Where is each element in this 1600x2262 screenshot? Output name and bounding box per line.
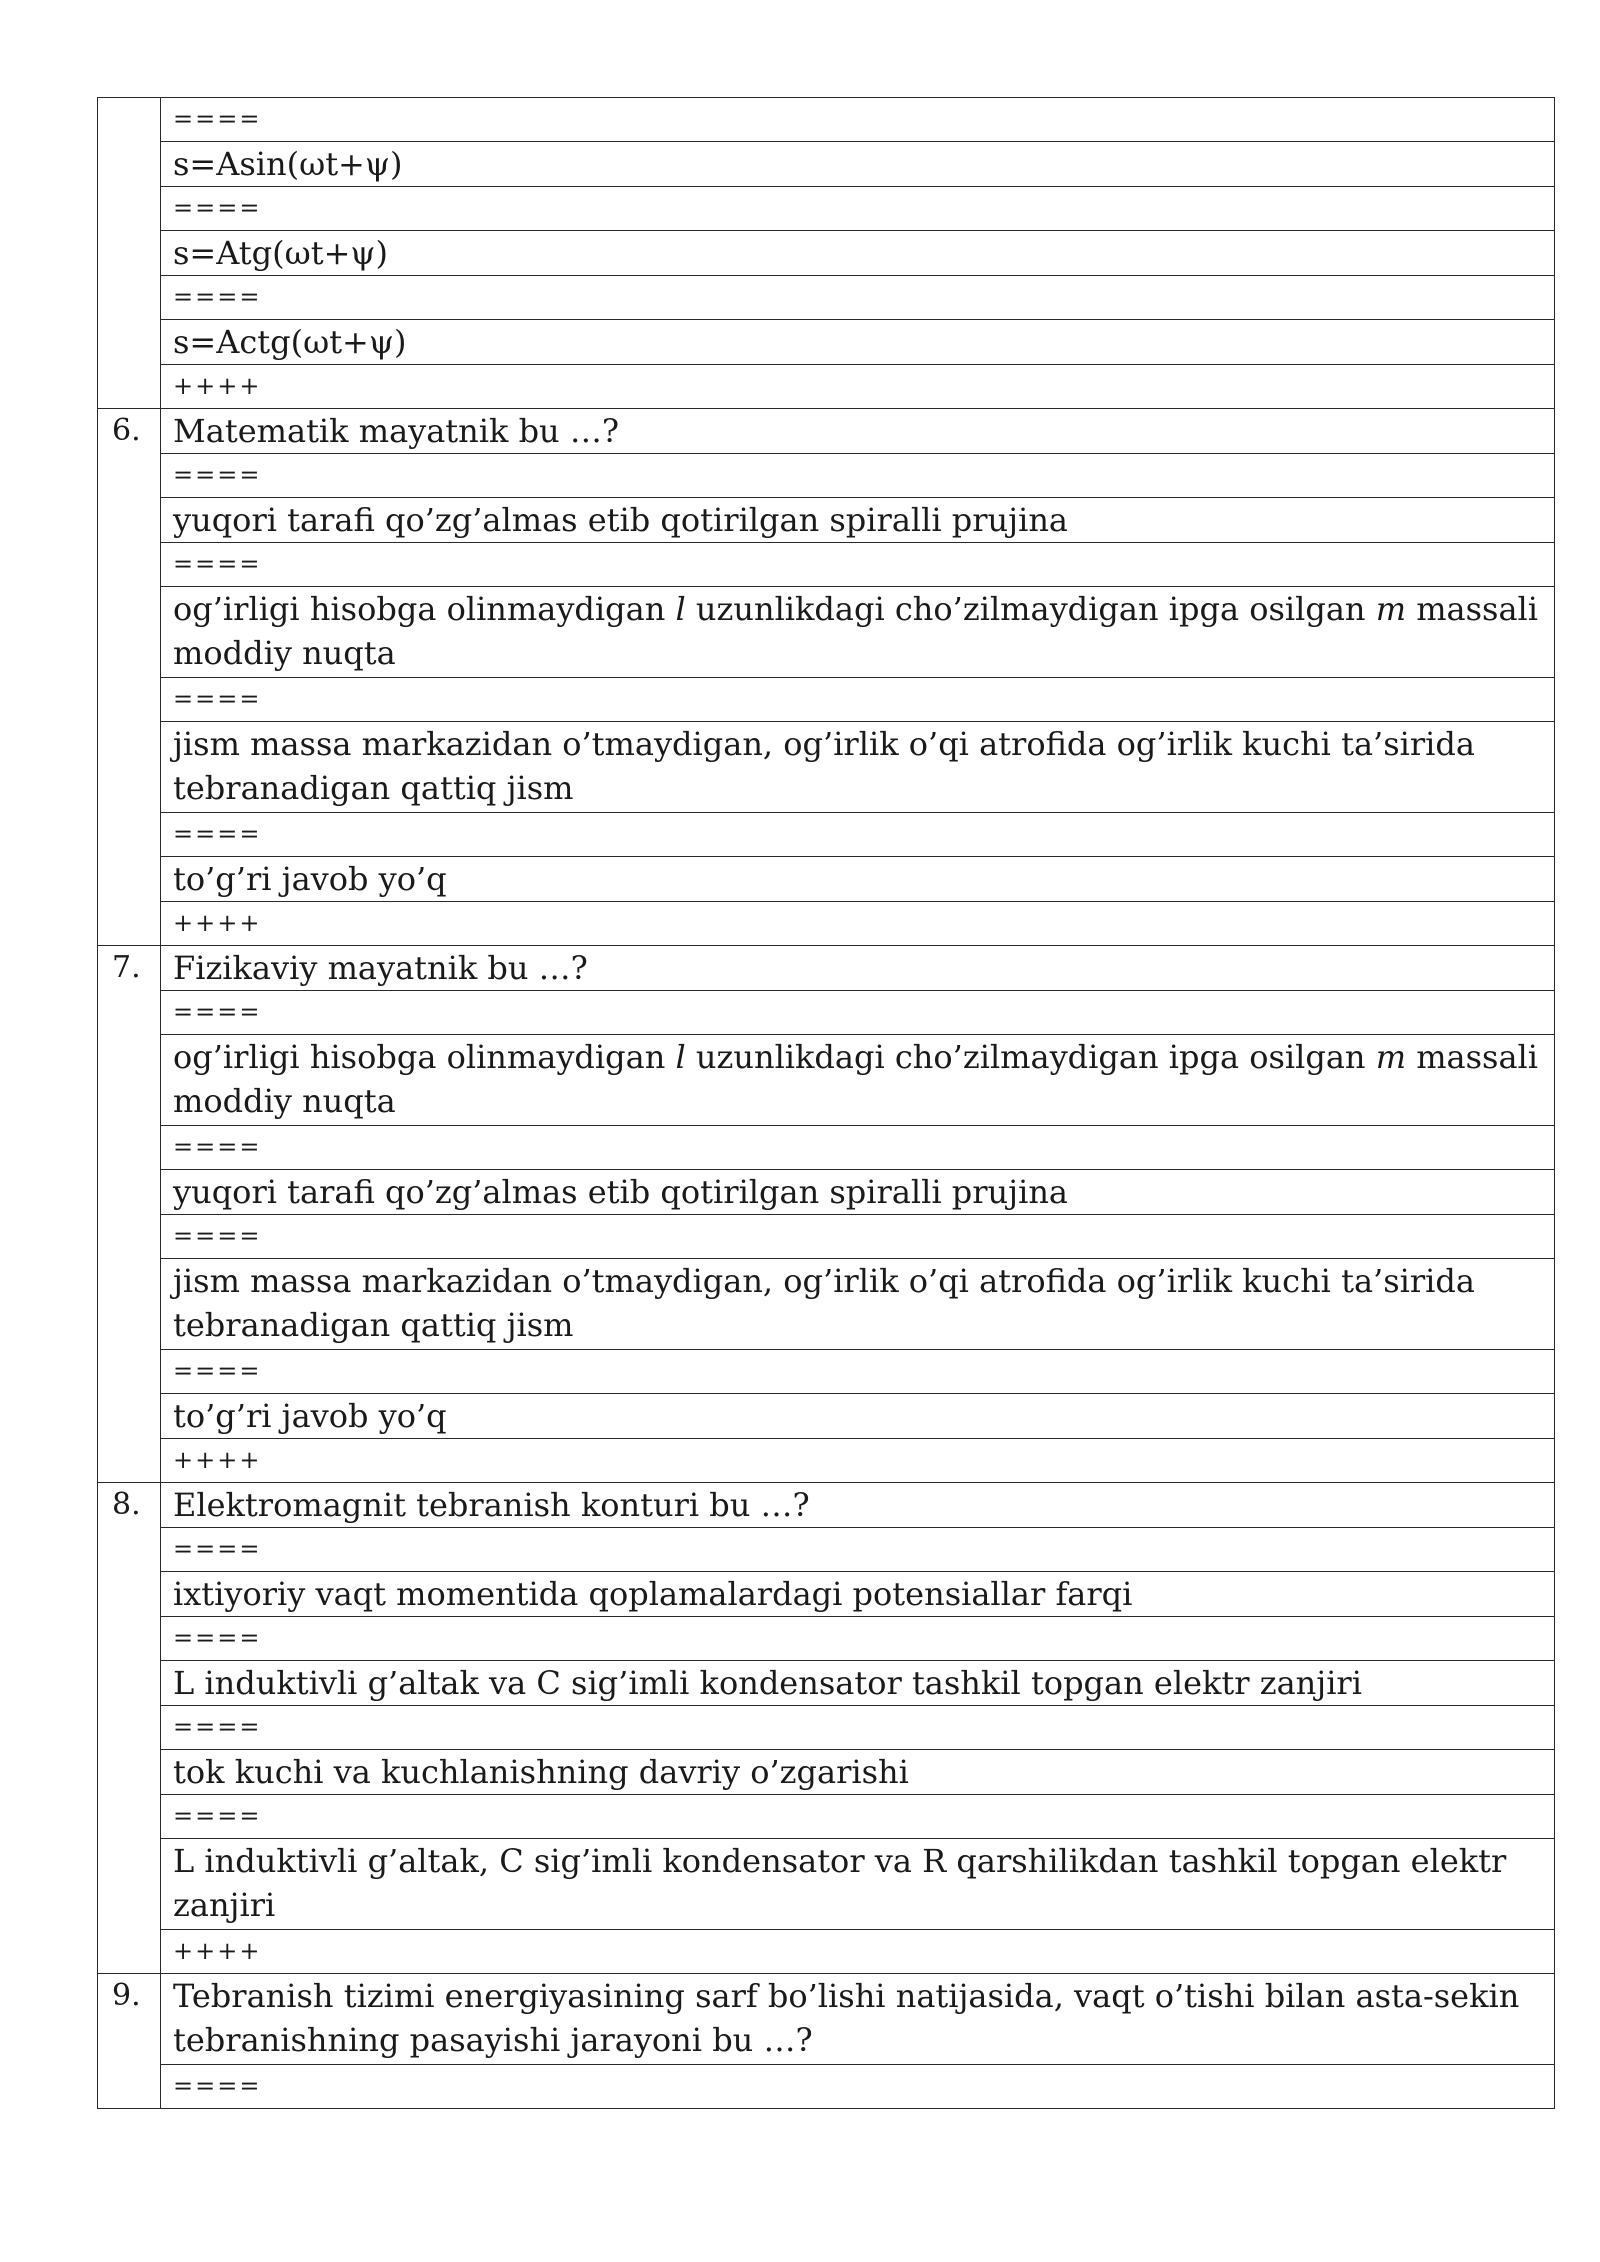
table-row [98,1528,1555,1572]
table-row [98,320,1555,365]
table-row [98,902,1555,946]
table-row [98,231,1555,276]
table-row [98,1215,1555,1259]
answer-option: og’irligi hisobga olinmaydigan l uzunlikdagi cho’zilmaydigan ipga osilgan m massali moddiy nuqta [161,1035,1555,1126]
table-row [98,678,1555,722]
table-row [98,1839,1555,1930]
table-row [98,1930,1555,1974]
option-separator: ==== [161,991,1555,1035]
option-separator: ==== [161,1350,1555,1394]
table-row [98,454,1555,498]
answer-option: L induktivli g’altak va C sig’imli kondensator tashkil topgan elektr zanjiri [161,1661,1555,1706]
table-row [98,2065,1555,2109]
table-row [98,498,1555,543]
option-separator: ==== [161,98,1555,142]
question-end-marker: ++++ [161,1439,1555,1483]
table-row [98,409,1555,454]
table-row [98,1572,1555,1617]
table-row [98,587,1555,678]
option-separator: ==== [161,1215,1555,1259]
question-end-marker: ++++ [161,902,1555,946]
table-row [98,1706,1555,1750]
answer-option: s=Actg(ωt+ψ) [161,320,1555,365]
table-row [98,1126,1555,1170]
table-row [98,187,1555,231]
table-row [98,1617,1555,1661]
option-separator: ==== [161,1528,1555,1572]
question-number: 8. [98,1483,161,1974]
table-row [98,1035,1555,1126]
table-row [98,722,1555,813]
option-separator: ==== [161,187,1555,231]
question-end-marker: ++++ [161,365,1555,409]
answer-option: s=Asin(ωt+ψ) [161,142,1555,187]
answer-option: L induktivli g’altak, C sig’imli kondensator va R qarshilikdan tashkil topgan elektr zanjiri [161,1839,1555,1930]
table-row [98,1439,1555,1483]
option-separator: ==== [161,1795,1555,1839]
question-text: Elektromagnit tebranish konturi bu …? [161,1483,1555,1528]
table-row [98,1350,1555,1394]
table-row [98,1170,1555,1215]
table-row [98,991,1555,1035]
table-row [98,1394,1555,1439]
table-row [98,98,1555,142]
question-text: Fizikaviy mayatnik bu …? [161,946,1555,991]
option-separator: ==== [161,543,1555,587]
table-row [98,1259,1555,1350]
table-row [98,543,1555,587]
table-row [98,1795,1555,1839]
question-text: Tebranish tizimi energiyasining sarf bo’lishi natijasida, vaqt o’tishi bilan asta-sekin tebranishning pasayishi jarayoni bu …? [161,1974,1555,2065]
question-number: 7. [98,946,161,1483]
option-separator: ==== [161,276,1555,320]
option-separator: ==== [161,813,1555,857]
question-table [97,97,1555,2109]
option-separator: ==== [161,454,1555,498]
table-row [98,142,1555,187]
answer-option: yuqori tarafi qo’zg’almas etib qotirilgan spiralli prujina [161,498,1555,543]
table-row [98,813,1555,857]
table-row [98,1750,1555,1795]
table-row [98,365,1555,409]
answer-option: to’g’ri javob yo’q [161,1394,1555,1439]
table-row [98,1483,1555,1528]
answer-option: ixtiyoriy vaqt momentida qoplamalardagi potensiallar farqi [161,1572,1555,1617]
option-separator: ==== [161,678,1555,722]
question-table-body [98,98,1555,2109]
table-row [98,857,1555,902]
option-separator: ==== [161,1126,1555,1170]
answer-option: og’irligi hisobga olinmaydigan l uzunlikdagi cho’zilmaydigan ipga osilgan m massali moddiy nuqta [161,587,1555,678]
table-row [98,1661,1555,1706]
answer-option: yuqori tarafi qo’zg’almas etib qotirilgan spiralli prujina [161,1170,1555,1215]
answer-option: s=Atg(ωt+ψ) [161,231,1555,276]
answer-option: jism massa markazidan o’tmaydigan, og’irlik o’qi atrofida og’irlik kuchi ta’sirida tebranadigan qattiq jism [161,1259,1555,1350]
question-end-marker: ++++ [161,1930,1555,1974]
option-separator: ==== [161,1706,1555,1750]
table-row [98,946,1555,991]
answer-option: jism massa markazidan o’tmaydigan, og’irlik o’qi atrofida og’irlik kuchi ta’sirida tebranadigan qattiq jism [161,722,1555,813]
question-number: 9. [98,1974,161,2109]
answer-option: to’g’ri javob yo’q [161,857,1555,902]
table-row [98,276,1555,320]
option-separator: ==== [161,1617,1555,1661]
option-separator: ==== [161,2065,1555,2109]
table-row [98,1974,1555,2065]
question-text: Matematik mayatnik bu …? [161,409,1555,454]
question-number: 6. [98,409,161,946]
answer-option: tok kuchi va kuchlanishning davriy o’zgarishi [161,1750,1555,1795]
question-number [98,98,161,409]
